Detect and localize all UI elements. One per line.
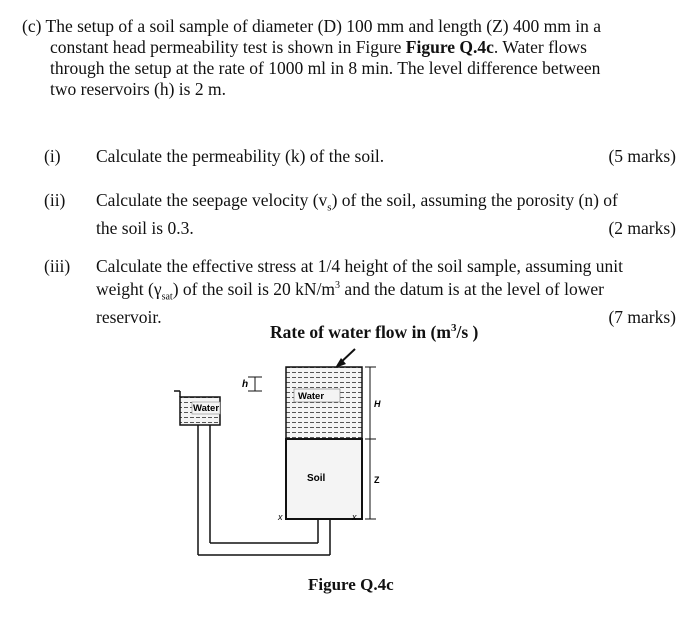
- question-text-line-2: (2 marks) the soil is 0.3.: [96, 217, 676, 238]
- marks-label: (2 marks): [608, 217, 676, 238]
- marks-label: (5 marks): [608, 146, 676, 166]
- upper-water-label: Water: [298, 391, 325, 402]
- question-ii: [44, 190, 676, 238]
- lower-reservoir-label: Water: [193, 403, 220, 414]
- lower-reservoir: [174, 391, 220, 425]
- Z-label: Z: [374, 475, 380, 485]
- intro-line-3: through the setup at the rate of 1000 ml in 8 min. The level difference between: [50, 58, 601, 78]
- soil-label: Soil: [307, 473, 326, 484]
- question-i: [44, 146, 676, 166]
- inflow-arrow-icon: [335, 349, 355, 368]
- soil-sample: [286, 439, 362, 519]
- marks-label: (7 marks): [608, 307, 676, 328]
- question-c-intro: [22, 16, 674, 100]
- question-number: (i): [44, 146, 61, 166]
- question-text-line-3: (7 marks) reservoir.: [96, 307, 676, 328]
- H-label: H: [374, 399, 381, 409]
- question-label: (c): [22, 16, 42, 36]
- figure-caption: Figure Q.4c: [308, 575, 394, 594]
- head-difference-dimension: [242, 377, 262, 391]
- intro-line-2: constant head permeability test is shown in Figure Figure Q.4c. Water flows: [50, 37, 587, 57]
- question-text-line-1: Calculate the effective stress at 1/4 height of the soil sample, assuming unit: [96, 256, 623, 276]
- intro-line-4: two reservoirs (h) is 2 m.: [50, 79, 226, 99]
- question-number: (iii): [44, 256, 71, 276]
- x-marker-right: x: [352, 512, 357, 522]
- question-text: Calculate the permeability (k) of the soil.: [96, 146, 385, 166]
- question-iii: [44, 256, 676, 327]
- question-text-line-1: Calculate the seepage velocity $(v_s)$ of the soil, assuming the porosity (n) of: [96, 190, 618, 214]
- question-text-line-2: weight $(\gamma_{sat})$ of the soil is 20 $kN/m^3$ and the datum is at the level of lower: [96, 278, 604, 303]
- height-dimensions: [365, 367, 381, 519]
- flow-rate-caption: Rate of water flow in ($m^3/s$ ): [270, 322, 479, 342]
- upper-water-column: [286, 367, 362, 439]
- question-number: (ii): [44, 190, 66, 210]
- figure-reference: Figure Q.4c: [405, 37, 494, 57]
- permeameter-diagram: [160, 345, 400, 570]
- h-label: h: [242, 379, 249, 390]
- x-marker-left: x: [278, 512, 283, 522]
- intro-line-1: The setup of a soil sample of diameter (D) 100 mm and length (Z) 400 mm in a: [45, 16, 601, 36]
